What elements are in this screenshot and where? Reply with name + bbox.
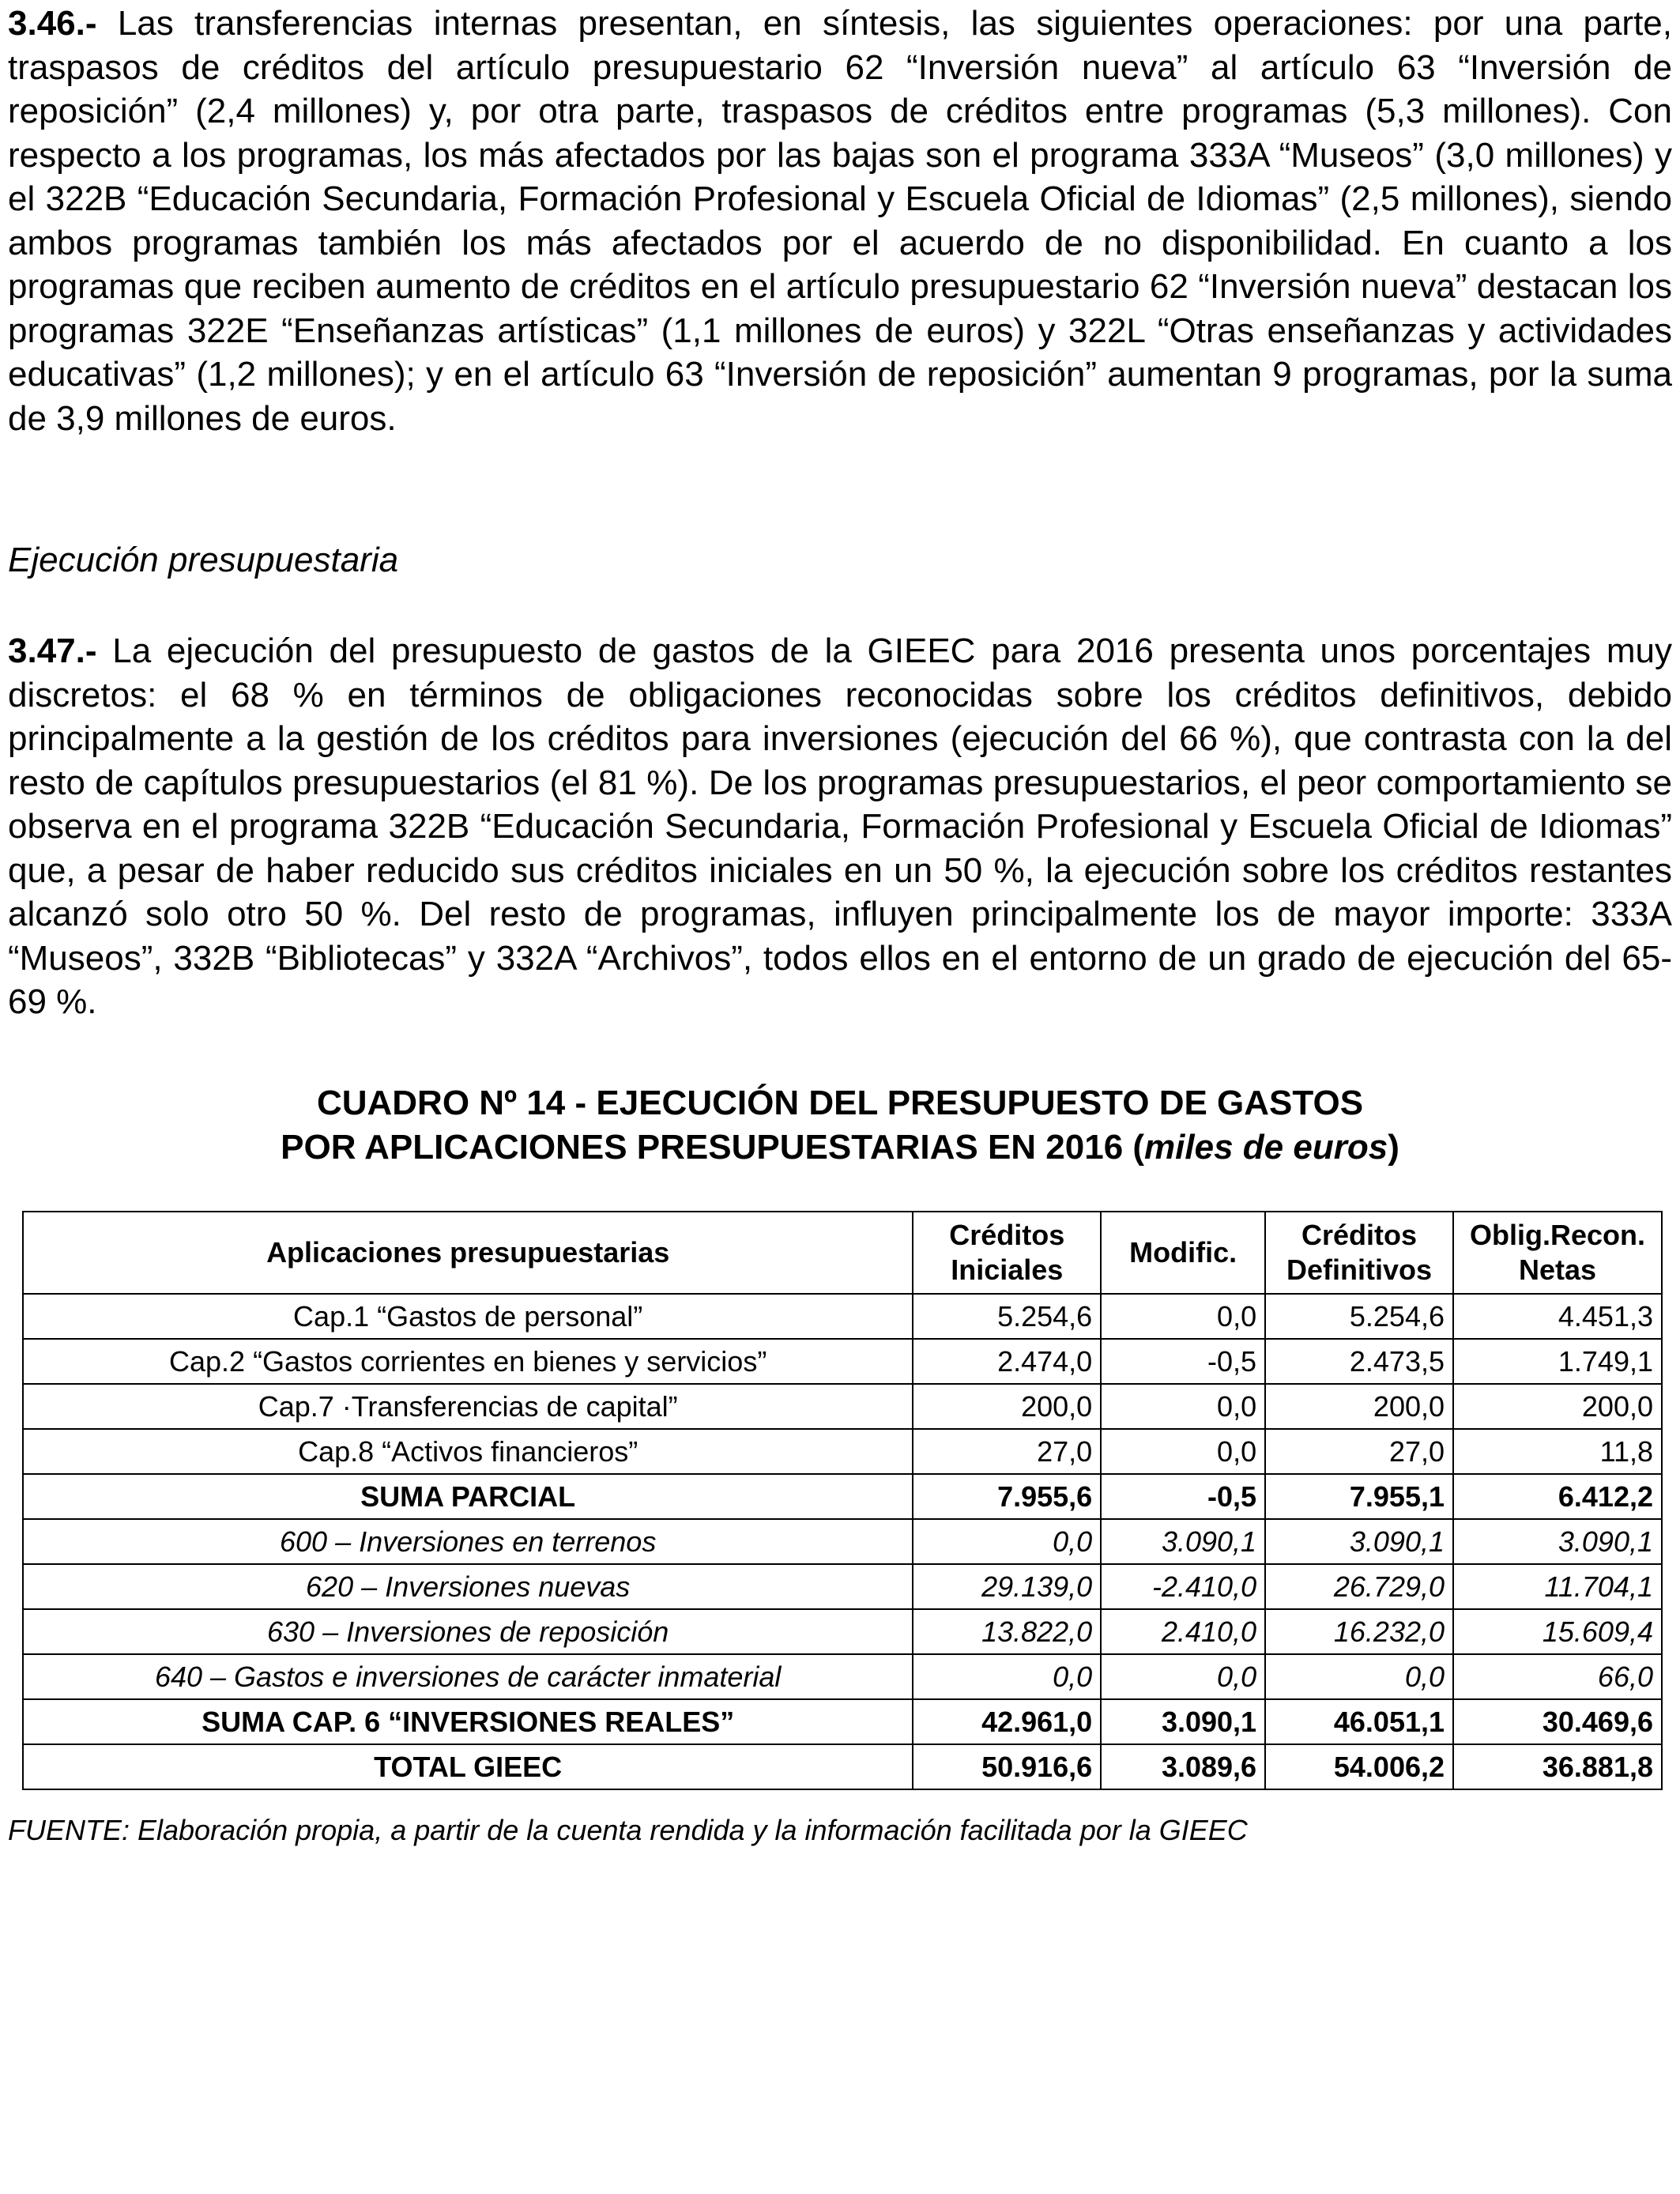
cell-creditos-definitivos: 2.473,5 xyxy=(1265,1339,1453,1384)
cell-creditos-iniciales: 42.961,0 xyxy=(913,1699,1101,1744)
paragraph-number: 3.46.- xyxy=(8,4,97,43)
cell-creditos-iniciales: 0,0 xyxy=(913,1519,1101,1564)
cell-obligaciones: 6.412,2 xyxy=(1453,1474,1662,1519)
budget-execution-table xyxy=(22,1211,1663,1790)
cell-obligaciones: 36.881,8 xyxy=(1453,1744,1662,1789)
header-line: Iniciales xyxy=(951,1253,1064,1286)
header-line: Definitivos xyxy=(1286,1253,1433,1286)
cell-modificaciones: -2.410,0 xyxy=(1101,1564,1265,1609)
cell-creditos-iniciales: 29.139,0 xyxy=(913,1564,1101,1609)
cell-modificaciones: -0,5 xyxy=(1101,1474,1265,1519)
source-note: FUENTE: Elaboración propia, a partir de la cuenta rendida y la información facilitada por la GIEEC xyxy=(8,1814,1248,1846)
table-title-line-2 xyxy=(8,1125,1672,1170)
cell-obligaciones: 1.749,1 xyxy=(1453,1339,1662,1384)
cell-creditos-definitivos: 0,0 xyxy=(1265,1654,1453,1699)
header-line: Netas xyxy=(1518,1253,1597,1286)
cell-creditos-iniciales: 2.474,0 xyxy=(913,1339,1101,1384)
cell-modificaciones: 2.410,0 xyxy=(1101,1609,1265,1654)
cell-modificaciones: 3.090,1 xyxy=(1101,1519,1265,1564)
cell-obligaciones: 3.090,1 xyxy=(1453,1519,1662,1564)
cell-modificaciones: 3.089,6 xyxy=(1101,1744,1265,1789)
cell-modificaciones: 0,0 xyxy=(1101,1294,1265,1339)
cell-creditos-definitivos: 3.090,1 xyxy=(1265,1519,1453,1564)
table-title-text: POR APLICACIONES PRESUPUESTARIAS EN 2016 ( xyxy=(281,1128,1145,1167)
cell-creditos-iniciales: 200,0 xyxy=(913,1384,1101,1429)
paragraph-number: 3.47.- xyxy=(8,631,97,670)
table-title-close: ) xyxy=(1388,1128,1399,1167)
cell-obligaciones: 66,0 xyxy=(1453,1654,1662,1699)
header-line: Créditos xyxy=(1301,1219,1418,1251)
table-title xyxy=(8,1081,1672,1170)
cell-obligaciones: 4.451,3 xyxy=(1453,1294,1662,1339)
section-heading: Ejecución presupuestaria xyxy=(8,541,399,579)
cell-creditos-iniciales: 13.822,0 xyxy=(913,1609,1101,1654)
cell-creditos-definitivos: 54.006,2 xyxy=(1265,1744,1453,1789)
table-row xyxy=(23,1654,1662,1699)
table-row xyxy=(23,1339,1662,1384)
row-label: Cap.7 ·Transferencias de capital” xyxy=(23,1384,913,1429)
row-label: SUMA CAP. 6 “INVERSIONES REALES” xyxy=(23,1699,913,1744)
header-line: Créditos xyxy=(949,1219,1065,1251)
table-row xyxy=(23,1429,1662,1474)
cell-obligaciones: 15.609,4 xyxy=(1453,1609,1662,1654)
cell-creditos-definitivos: 200,0 xyxy=(1265,1384,1453,1429)
header-line: Oblig.Recon. xyxy=(1470,1219,1646,1251)
cell-creditos-iniciales: 27,0 xyxy=(913,1429,1101,1474)
row-label: 640 – Gastos e inversiones de carácter inmaterial xyxy=(23,1654,913,1699)
table-title-line-1: CUADRO Nº 14 - EJECUCIÓN DEL PRESUPUESTO DE GASTOS xyxy=(316,1084,1364,1122)
cell-creditos-definitivos: 16.232,0 xyxy=(1265,1609,1453,1654)
cell-modificaciones: 0,0 xyxy=(1101,1384,1265,1429)
table-row xyxy=(23,1564,1662,1609)
cell-modificaciones: 0,0 xyxy=(1101,1429,1265,1474)
cell-creditos-iniciales: 7.955,6 xyxy=(913,1474,1101,1519)
cell-creditos-iniciales: 0,0 xyxy=(913,1654,1101,1699)
row-label: TOTAL GIEEC xyxy=(23,1744,913,1789)
cell-modificaciones: 0,0 xyxy=(1101,1654,1265,1699)
row-label: Cap.8 “Activos financieros” xyxy=(23,1429,913,1474)
cell-obligaciones: 11,8 xyxy=(1453,1429,1662,1474)
table-row-subtotal xyxy=(23,1699,1662,1744)
cell-creditos-iniciales: 5.254,6 xyxy=(913,1294,1101,1339)
table-title-units: miles de euros xyxy=(1144,1128,1388,1167)
header-modificaciones: Modific. xyxy=(1101,1212,1265,1294)
cell-modificaciones: 3.090,1 xyxy=(1101,1699,1265,1744)
cell-creditos-definitivos: 7.955,1 xyxy=(1265,1474,1453,1519)
table-row xyxy=(23,1519,1662,1564)
paragraph-3-47 xyxy=(8,629,1672,1024)
row-label: 630 – Inversiones de reposición xyxy=(23,1609,913,1654)
paragraph-text: Las transferencias internas presentan, en síntesis, las siguientes operaciones: por una parte, traspasos de créditos del artículo presupuestario 62 “Inversión nueva” al artículo 63 “Inversión de reposición” (2,4 millones) y, por otra parte, traspasos de créditos entre programas (5,3 millones). Con respecto a los programas, los más afectados por las bajas son el programa 333A “Museos” (3,0 millones) y el 322B “Educación Secundaria, Formación Profesional y Escuela Oficial de Idiomas” (2,5 millones), siendo ambos programas también los más afectados por el acuerdo de no disponibilidad. En cuanto a los programas que reciben aumento de créditos en el artículo presupuestario 62 “Inversión nueva” destacan los programas 322E “Enseñanzas artísticas” (1,1 millones de euros) y 322L “Otras enseñanzas y actividades educativas” (1,2 millones); y en el artículo 63 “Inversión de reposición” aumentan 9 programas, por la suma de 3,9 millones de euros. xyxy=(8,4,1672,438)
table-header-row xyxy=(23,1212,1662,1294)
paragraph-text: La ejecución del presupuesto de gastos de la GIEEC para 2016 presenta unos porcentajes muy discretos: el 68 % en términos de obligaciones reconocidas sobre los créditos definitivos, debido principalmente a la gestión de los créditos para inversiones (ejecución del 66 %), que contrasta con la del resto de capítulos presupuestarios (el 81 %). De los programas presupuestarios, el peor comportamiento se observa en el programa 322B “Educación Secundaria, Formación Profesional y Escuela Oficial de Idiomas” que, a pesar de haber reducido sus créditos iniciales en un 50 %, la ejecución sobre los créditos restantes alcanzó solo otro 50 %. Del resto de programas, influyen principalmente los de mayor importe: 333A “Museos”, 332B “Bibliotecas” y 332A “Archivos”, todos ellos en el entorno de un grado de ejecución del 65-69 %. xyxy=(8,631,1672,1021)
cell-modificaciones: -0,5 xyxy=(1101,1339,1265,1384)
cell-obligaciones: 30.469,6 xyxy=(1453,1699,1662,1744)
cell-creditos-definitivos: 46.051,1 xyxy=(1265,1699,1453,1744)
cell-obligaciones: 200,0 xyxy=(1453,1384,1662,1429)
row-label: SUMA PARCIAL xyxy=(23,1474,913,1519)
header-creditos-definitivos xyxy=(1265,1212,1453,1294)
header-aplicaciones: Aplicaciones presupuestarias xyxy=(23,1212,913,1294)
row-label: 600 – Inversiones en terrenos xyxy=(23,1519,913,1564)
row-label: Cap.2 “Gastos corrientes en bienes y servicios” xyxy=(23,1339,913,1384)
table-row xyxy=(23,1609,1662,1654)
header-obligaciones-netas xyxy=(1453,1212,1662,1294)
cell-creditos-definitivos: 26.729,0 xyxy=(1265,1564,1453,1609)
row-label: Cap.1 “Gastos de personal” xyxy=(23,1294,913,1339)
row-label: 620 – Inversiones nuevas xyxy=(23,1564,913,1609)
cell-creditos-definitivos: 5.254,6 xyxy=(1265,1294,1453,1339)
cell-obligaciones: 11.704,1 xyxy=(1453,1564,1662,1609)
cell-creditos-definitivos: 27,0 xyxy=(1265,1429,1453,1474)
cell-creditos-iniciales: 50.916,6 xyxy=(913,1744,1101,1789)
table-row-total xyxy=(23,1744,1662,1789)
table-row xyxy=(23,1384,1662,1429)
paragraph-3-46 xyxy=(8,2,1672,440)
header-creditos-iniciales xyxy=(913,1212,1101,1294)
table-row xyxy=(23,1294,1662,1339)
table-row-subtotal xyxy=(23,1474,1662,1519)
